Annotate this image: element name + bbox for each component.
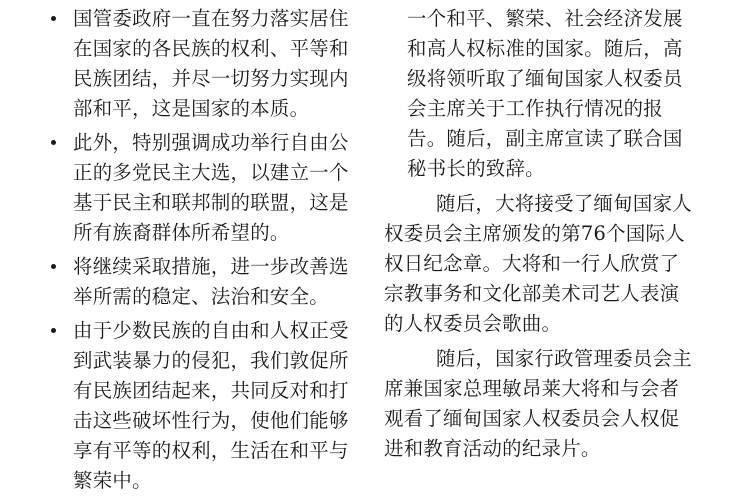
paragraph-1 xyxy=(384,189,706,339)
bullet-dot xyxy=(51,328,56,333)
text-line: 国管委政府一直在努力落实居住 xyxy=(73,7,349,30)
paragraph-2 xyxy=(384,344,706,464)
text-line: 有民族团结起来，共同反对和打 xyxy=(73,379,349,402)
text-line: 级将领听取了缅甸国家人权委员 xyxy=(407,67,683,90)
text-line: 到武装暴力的侵犯，我们敦促所 xyxy=(73,349,349,372)
text-line: 此外，特别强调成功举行自由公 xyxy=(73,131,349,154)
text-line: 会主席关于工作执行情况的报 xyxy=(407,97,663,120)
text-line: 一个和平、繁荣、社会经济发展 xyxy=(407,7,683,30)
bullet-item-1 xyxy=(50,4,365,124)
text-line: 告。随后，副主席宣读了联合国 xyxy=(407,127,683,150)
text-line: 在国家的各民族的权利、平等和 xyxy=(73,37,349,60)
bullet-dot xyxy=(51,140,56,145)
text-line: 权委员会主席颁发的第76个国际人 xyxy=(384,222,685,245)
bullet-item-4 xyxy=(50,316,365,496)
bullet-item-3 xyxy=(50,252,365,312)
text-line: 随后，国家行政管理委员会主 xyxy=(436,347,692,370)
bullet-dot xyxy=(51,264,56,269)
text-line: 民族团结，并尽一切努力实现内 xyxy=(73,67,349,90)
text-line: 进和教育活动的纪录片。 xyxy=(384,437,601,460)
text-line: 权日纪念章。大将和一行人欣赏了 xyxy=(384,252,680,275)
text-line: 由于少数民族的自由和人权正受 xyxy=(73,319,349,342)
text-line: 观看了缅甸国家人权委员会人权促 xyxy=(384,407,680,430)
bullet-item-2 xyxy=(50,128,365,248)
text-line: 举所需的稳定、法治和安全。 xyxy=(73,285,329,308)
text-line: 正的多党民主大选，以建立一个 xyxy=(73,161,349,184)
text-line: 的人权委员会歌曲。 xyxy=(384,312,562,335)
text-line: 繁荣中。 xyxy=(73,469,152,492)
text-line: 席兼国家总理敏昂莱大将和与会者 xyxy=(384,377,680,400)
text-line: 击这些破坏性行为，使他们能够 xyxy=(73,409,349,432)
text-line: 所有族裔群体所希望的。 xyxy=(73,221,290,244)
text-line: 部和平，这是国家的本质。 xyxy=(73,97,310,120)
text-line: 宗教事务和文化部美术司艺人表演 xyxy=(384,282,680,305)
text-line: 和高人权标准的国家。随后，高 xyxy=(407,37,683,60)
text-line: 基于民主和联邦制的联盟，这是 xyxy=(73,191,349,214)
continued-bullet-text xyxy=(384,4,706,184)
text-line: 将继续采取措施，进一步改善选 xyxy=(73,255,349,278)
text-line: 秘书长的致辞。 xyxy=(407,157,545,180)
right-column xyxy=(384,4,706,464)
bullet-dot xyxy=(51,16,56,21)
text-line: 随后，大将接受了缅甸国家人 xyxy=(436,192,692,215)
text-line: 享有平等的权利，生活在和平与 xyxy=(73,439,349,462)
left-column xyxy=(50,4,365,496)
